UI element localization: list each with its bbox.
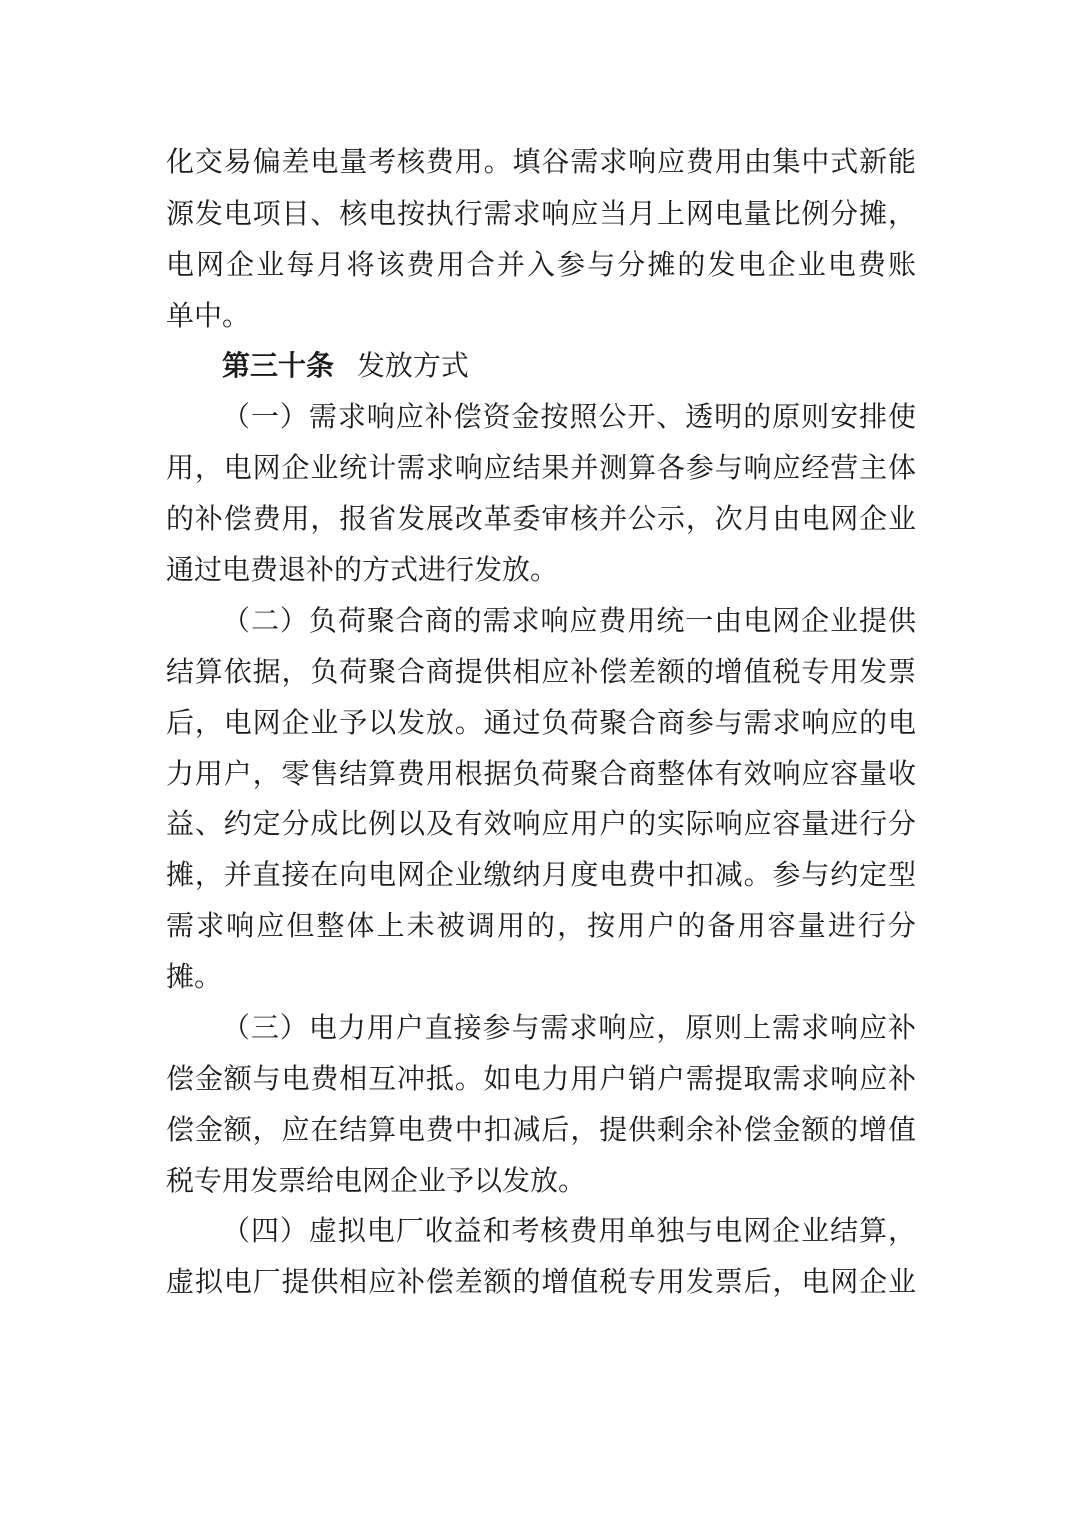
paragraph-line: 税专用发票给电网企业予以发放。 [166, 1164, 587, 1197]
paragraph-line: 的补偿费用，报省发展改革委审核并公示，次月由电网企业 [166, 502, 916, 535]
article-number: 第三十条 [222, 349, 335, 382]
paragraph-line: 后，电网企业予以发放。通过负荷聚合商参与需求响应的电 [166, 706, 916, 739]
paragraph-line: 偿金额与电费相互冲抵。如电力用户销户需提取需求响应补 [166, 1062, 916, 1095]
paragraph-line: 偿金额，应在结算电费中扣减后，提供剩余补偿金额的增值 [166, 1113, 916, 1146]
paragraph-line: 电网企业每月将该费用合并入参与分摊的发电企业电费账 [166, 248, 916, 281]
paragraph-line: 益、约定分成比例以及有效响应用户的实际响应容量进行分 [166, 807, 916, 840]
paragraph-line: 用，电网企业统计需求响应结果并测算各参与响应经营主体 [166, 451, 916, 484]
article-heading [222, 340, 916, 392]
article-title: 发放方式 [356, 349, 469, 382]
paragraph-line: 源发电项目、核电按执行需求响应当月上网电量比例分摊， [166, 197, 916, 230]
paragraph-line: 通过电费退补的方式进行发放。 [166, 553, 559, 586]
paragraph-line: （一）需求响应补偿资金按照公开、透明的原则安排使 [222, 400, 916, 433]
paragraph-line: 虚拟电厂提供相应补偿差额的增值税专用发票后，电网企业 [166, 1265, 916, 1298]
paragraph-line: 摊。 [166, 960, 223, 993]
paragraph-line: （二）负荷聚合商的需求响应费用统一由电网企业提供 [222, 604, 916, 637]
paragraph-line: （四）虚拟电厂收益和考核费用单独与电网企业结算， [222, 1214, 916, 1247]
paragraph-line: 结算依据，负荷聚合商提供相应补偿差额的增值税专用发票 [166, 655, 916, 688]
paragraph-line: 单中。 [166, 299, 251, 332]
paragraph-line: 摊，并直接在向电网企业缴纳月度电费中扣减。参与约定型 [166, 858, 916, 891]
paragraph-line: 需求响应但整体上未被调用的，按用户的备用容量进行分 [166, 909, 916, 942]
paragraph-line: 化交易偏差电量考核费用。填谷需求响应费用由集中式新能 [166, 145, 916, 178]
paragraph-line: （三）电力用户直接参与需求响应，原则上需求响应补 [222, 1011, 916, 1044]
paragraph-line: 力用户，零售结算费用根据负荷聚合商整体有效响应容量收 [166, 757, 916, 790]
